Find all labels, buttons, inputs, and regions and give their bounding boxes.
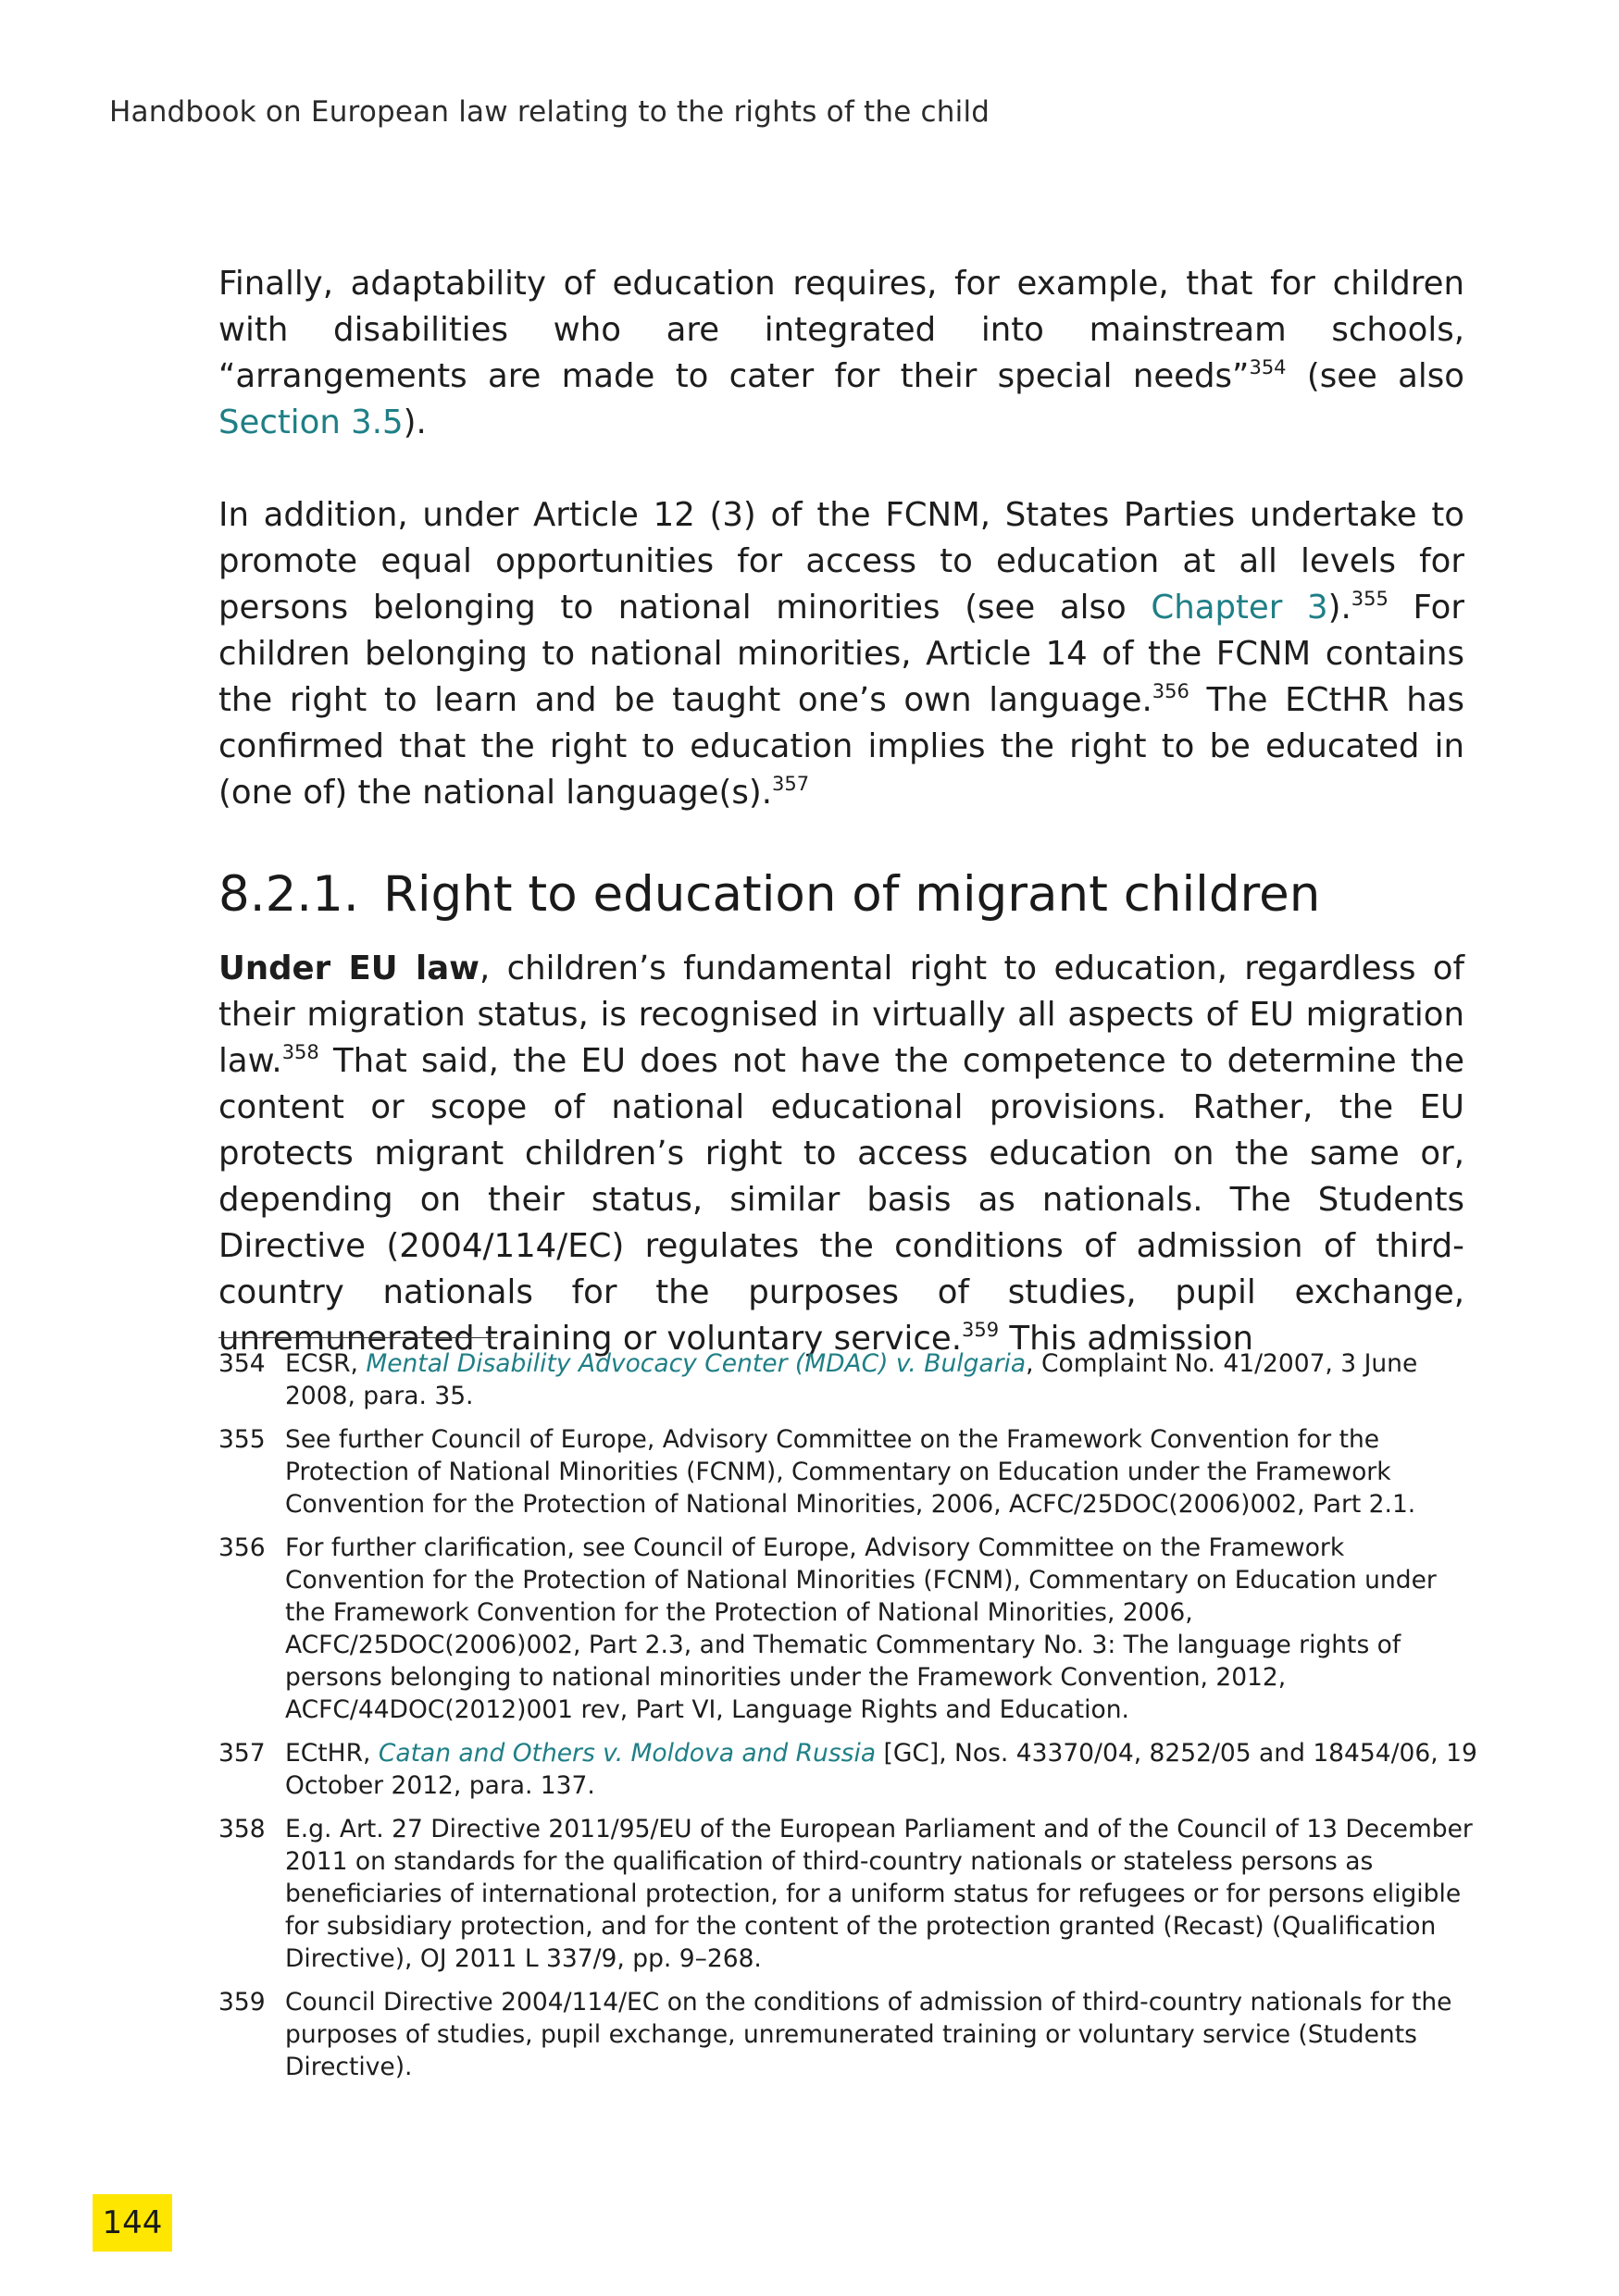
footnote-number: 355 [218,1425,266,1454]
footnote-text: See further Council of Europe, Advisory Committee on the Framework Convention for the Protection of National Minorities (FCNM), Commentary on Education under the Framework Convention for the Protection of National Minorities, 2006, ACFC/25DOC(2006)002, Part 2.1. [285,1425,1416,1519]
paragraph-text: This admission [999,1320,1254,1358]
section-3-5-link[interactable]: Section 3.5 [218,403,404,441]
footnote-number: 359 [218,1988,266,2017]
paragraph-text: , children’s fundamental right to education, regardless of their migration status, is recognised in virtually all aspects of EU migration law. [218,949,1465,1080]
footnote-number: 354 [218,1349,266,1378]
paragraph-text: Finally, adaptability of education requires, for example, that for children with disabilities who are integrated into mainstream schools, “arrangements are made to cater for their special needs” [218,265,1464,395]
page-number: 144 [93,2194,172,2252]
bold-lead: Under EU law [218,949,479,987]
footnote-text-part: [GC], Nos. 43370/04, 8252/05 and 18454/06, 19 October 2012, para. 137. [285,1739,1477,1800]
footnote-text [285,1737,1477,1802]
paragraph-eu-law [218,946,1464,1362]
footnote-text: E.g. Art. 27 Directive 2011/95/EU of the European Parliament and of the Council of 13 December 2011 on standards for the qualification of third-country nationals or stateless persons as beneficiaries of international protection, for a uniform status for refugees or for persons eligible for subsidiary protection, and for the content of the protection granted (Recast) (Qualification Directive), OJ 2011 L 337/9, pp. 9–268. [285,1815,1473,1973]
paragraph-fcnm [218,492,1464,816]
chapter-3-link[interactable]: Chapter 3 [1151,589,1328,627]
footnote-ref-354[interactable]: 354 [1249,356,1287,379]
footnote-divider [218,1337,498,1338]
footnote-text-part: , Complaint No. 41/2007, 3 June 2008, para. 35. [285,1349,1418,1410]
paragraph-text: ). [1327,589,1351,627]
case-link[interactable]: Catan and Others v. Moldova and Russia [378,1739,877,1768]
footnote-number: 356 [218,1533,266,1562]
footnote-text [285,1347,1477,1412]
section-title: Right to education of migrant children [383,866,1321,923]
footnotes [218,1347,1477,2094]
footnote-text: For further clarification, see Council of Europe, Advisory Committee on the Framework Convention for the Protection of National Minorities (FCNM), Commentary on Education under the Framework Convention for the Protection of National Minorities, 2006, ACFC/25DOC(2006)002, Part 2.3, and Thematic Commentary No. 3: The language rights of persons belonging to national minorities under the Framework Convention, 2012, ACFC/44DOC(2012)001 rev, Part VI, Language Rights and Education. [285,1533,1437,1724]
footnote-number: 358 [218,1815,266,1843]
paragraph-text: For children belonging to national minorities, Article 14 of the FCNM contains the right to learn and be taught one’s own language. [218,589,1464,719]
section-number: 8.2.1. [218,866,359,923]
paragraph-text: In addition, under Article 12 (3) of the FCNM, States Parties undertake to promote equal opportunities for access to education at all levels for persons belonging to national minorities (see also [218,496,1464,627]
footnote-ref-359[interactable]: 359 [962,1319,1000,1341]
paragraph-text: ). [403,403,427,441]
section-heading [218,864,1464,925]
paragraph-text: That said, the EU does not have the competence to determine the content or scope of national educational provisions. Rather, the EU protects migrant children’s right to access education on the same or, depending on their status, similar basis as nationals. The Students Directive (2004/114/EC) regulates the conditions of admission of third-country nationals for the purposes of studies, pupil exchange, unremunerated training or voluntary service. [218,1042,1464,1358]
footnote-354 [218,1347,1477,1412]
footnote-ref-357[interactable]: 357 [772,773,810,795]
paragraph-adaptability [218,261,1464,446]
footnote-ref-355[interactable]: 355 [1351,588,1389,610]
running-header: Handbook on European law relating to the rights of the child [109,95,990,129]
footnote-ref-358[interactable]: 358 [281,1041,319,1063]
footnote-number: 357 [218,1739,266,1768]
footnote-359 [218,1986,1477,2083]
case-link[interactable]: Mental Disability Advocacy Center (MDAC) v. Bulgaria [366,1349,1027,1378]
footnote-358 [218,1813,1477,1975]
footnote-356 [218,1532,1477,1726]
footnote-text: Council Directive 2004/114/EC on the conditions of admission of third-country nationals for the purposes of studies, pupil exchange, unremunerated training or voluntary service (Students Directive). [285,1988,1452,2081]
footnote-ref-356[interactable]: 356 [1152,680,1189,702]
main-content [218,261,1464,1362]
footnote-355 [218,1423,1477,1520]
footnote-text-part: ECSR, [285,1349,367,1378]
footnote-text-part: ECtHR, [285,1739,379,1768]
footnote-357 [218,1737,1477,1802]
paragraph-text: (see also [1286,357,1464,395]
paragraph-text: The ECtHR has confirmed that the right to education implies the right to be educated in (one of) the national language(s). [218,681,1465,812]
